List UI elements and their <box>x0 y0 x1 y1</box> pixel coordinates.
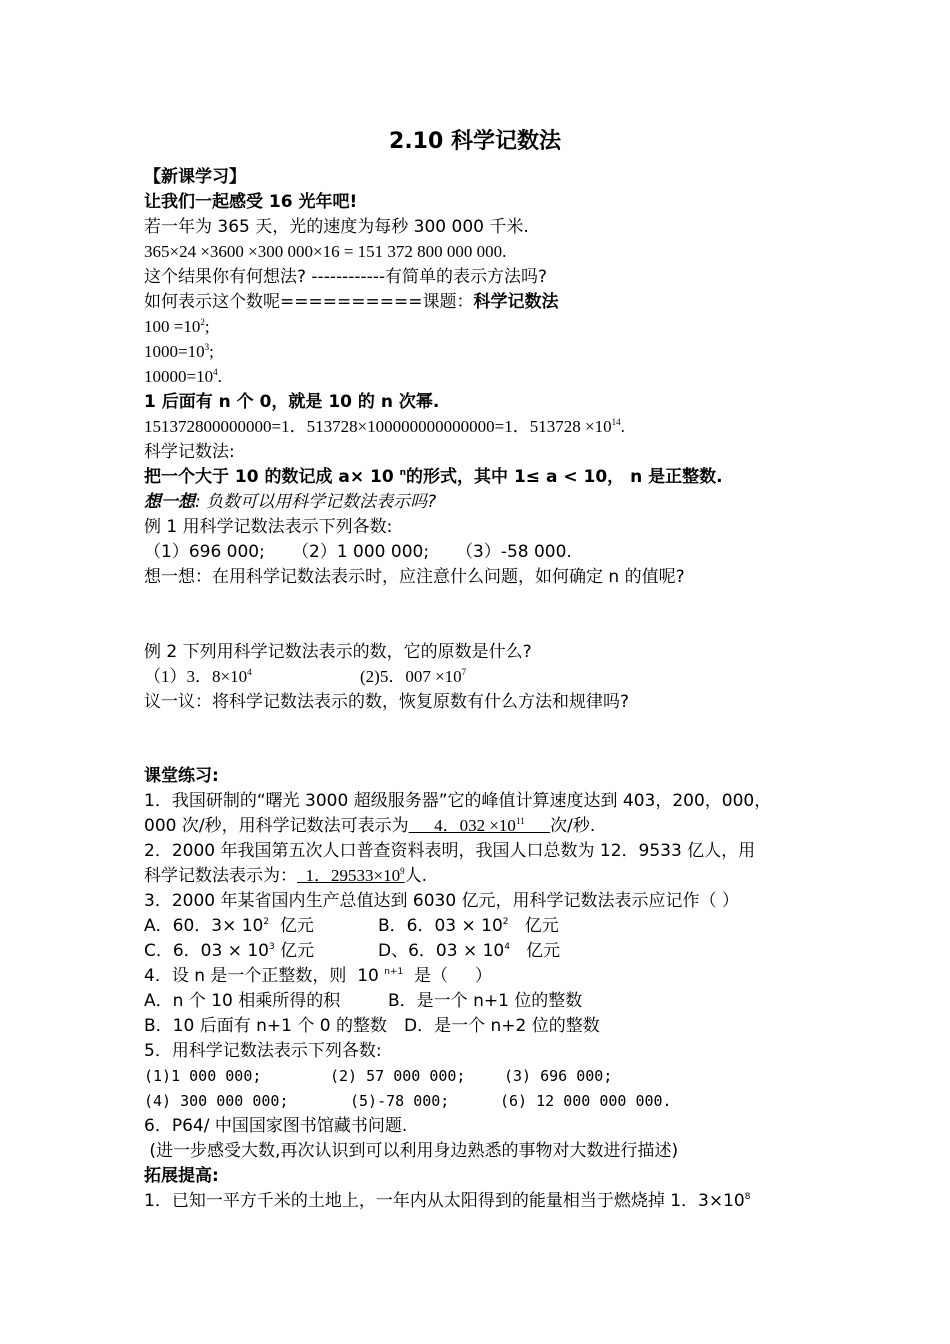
conversion-line <box>144 416 625 438</box>
q5-item: (4) 300 000 000; <box>144 1092 289 1110</box>
topic-text: 如何表示这个数呢==========课题： <box>144 292 474 312</box>
q2-suffix: 人. <box>404 866 427 886</box>
practice-q6-note: (进一步感受大数,再次认识到可以利用身边熟悉的事物对大数进行描述) <box>144 1141 679 1161</box>
practice-q5: 5．用科学记数法表示下列各数: <box>144 1041 382 1061</box>
practice-q2-line1: 2．2000 年我国第五次人口普查资料表明，我国人口总数为 12．9533 亿人，用 <box>144 841 756 861</box>
power-end: ; <box>209 342 214 361</box>
power-line-100 <box>144 316 210 338</box>
definition-exponent: n <box>399 468 407 478</box>
page-title: 2.10 科学记数法 <box>389 129 561 154</box>
example-2-item: （1）3．$8\times 10^4$ <box>144 667 252 686</box>
think-text: : 负数可以用科学记数法表示吗? <box>195 492 437 512</box>
q2-prefix: 科学记数法表示为： <box>144 866 297 886</box>
section-heading-practice: 课堂练习: <box>144 766 219 786</box>
section-heading-extension: 拓展提高: <box>144 1166 219 1186</box>
practice-q1-line2 <box>144 815 595 837</box>
practice-q1-line1: 1．我国研制的“曙光 3000 超级服务器”它的峰值计算速度达到 403，200，000， <box>144 791 772 811</box>
q3-option-d: D、6．$03 \times 10^4$ 亿元 <box>378 941 561 961</box>
practice-q6: 6．P64/ 中国国家图书馆藏书问题. <box>144 1116 408 1136</box>
discuss-line: 议一议：将科学记数法表示的数，恢复原数有什么方法和规律吗? <box>144 692 630 712</box>
extension-q1: 1．已知一平方千米的土地上，一年内从太阳得到的能量相当于燃烧掉 1．$3\times 10^8$ <box>144 1191 751 1211</box>
practice-q2-line2 <box>144 865 427 887</box>
q5-item: (2) 57 000 000; <box>330 1067 466 1085</box>
definition-label: 科学记数法: <box>144 442 235 462</box>
rule-line: 1 后面有 n 个 0，就是 10 的 n 次幂. <box>144 392 440 412</box>
q4-option-d: D．是一个 n+2 位的整数 <box>404 1016 600 1036</box>
text-line-year: 若一年为 365 天，光的速度为每秒 300 000 千米. <box>144 217 529 237</box>
q1-answer: 4．$032 \times 10^{11}$ <box>408 816 525 835</box>
q4-option-c: B．10 后面有 n+1 个 0 的整数 <box>144 1016 387 1036</box>
power-end: ; <box>204 317 210 336</box>
think-2-line: 想一想：在用科学记数法表示时，应注意什么问题，如何确定 n 的值呢? <box>144 567 685 587</box>
topic-bold: 科学记数法 <box>473 292 559 312</box>
q5-item: (1)1 000 000; <box>144 1067 262 1085</box>
q5-item: (5)-78 000; <box>350 1092 450 1110</box>
q1-suffix: 次/秒. <box>550 816 596 836</box>
q4-option-b: B．是一个 n+1 位的整数 <box>388 991 583 1011</box>
q3-option-b: B．6．$03 \times 10^2$ 亿元 <box>378 916 559 936</box>
power-exponent: 2 <box>200 317 205 327</box>
power-base: 10000=10 <box>144 367 214 386</box>
q4-option-a: A．n 个 10 相乘所得的积 <box>144 991 341 1011</box>
conversion-base: 151372800000000=1．513728×100000000000000=1．513728 ×10 <box>144 417 612 436</box>
q3-option-a: A．60．$3\times 10^2$ 亿元 <box>144 916 314 936</box>
power-line-10000 <box>144 366 222 388</box>
q5-item: (3) 696 000; <box>504 1067 613 1085</box>
example-1-item: （2）1 000 000; <box>292 542 430 562</box>
power-exponent: 4 <box>213 367 218 377</box>
text-line-calculation: 365×24 ×3600 ×300 000×16 = 151 372 800 000 000. <box>144 242 507 261</box>
power-end: . <box>217 367 222 386</box>
definition-part-b: 的形式，其中 1≤ a < 10， n 是正整数. <box>406 467 723 487</box>
example-2-heading: 例 2 下列用科学记数法表示的数，它的原数是什么? <box>144 642 532 662</box>
think-line <box>144 491 436 513</box>
think-label: 想一想 <box>144 492 195 512</box>
power-base: 1000=10 <box>144 342 205 361</box>
power-line-1000 <box>144 341 214 363</box>
example-2-item: (2)5．$007 \times 10^7$ <box>360 667 467 686</box>
power-exponent: 3 <box>204 342 210 352</box>
intro-bold-line: 让我们一起感受 16 光年吧! <box>144 192 358 212</box>
text-line-question: 这个结果你有何想法? ------------有简单的表示方法吗? <box>144 267 548 287</box>
section-heading-new-lesson: 【新课学习】 <box>144 167 246 187</box>
q3-option-c: C．6．$03 \times 10^3$ 亿元 <box>144 941 315 961</box>
example-1-item: （3）-58 000. <box>456 542 572 562</box>
practice-q4: 4．设 n 是一个正整数，则 10 $^{n+1}$ 是（ ） <box>144 966 493 986</box>
definition-part-a: 把一个大于 10 的数记成 a× 10 <box>144 467 400 487</box>
example-1-heading: 例 1 用科学记数法表示下列各数: <box>144 517 393 537</box>
q2-answer: 1．$29533\times 10^9$ <box>297 866 405 885</box>
definition-line <box>144 466 723 488</box>
q1-prefix: 000 次/秒，用科学记数法可表示为 <box>144 816 409 836</box>
power-base: 100 =10 <box>144 317 201 336</box>
q5-item: (6) 12 000 000 000. <box>500 1092 672 1110</box>
conversion-exponent: 14 <box>611 417 621 427</box>
conversion-end: . <box>620 417 625 436</box>
text-line-topic <box>144 291 558 313</box>
practice-q3: 3．2000 年某省国内生产总值达到 6030 亿元，用科学记数法表示应记作（ ） <box>144 891 739 911</box>
example-1-item: （1）696 000; <box>144 542 265 562</box>
